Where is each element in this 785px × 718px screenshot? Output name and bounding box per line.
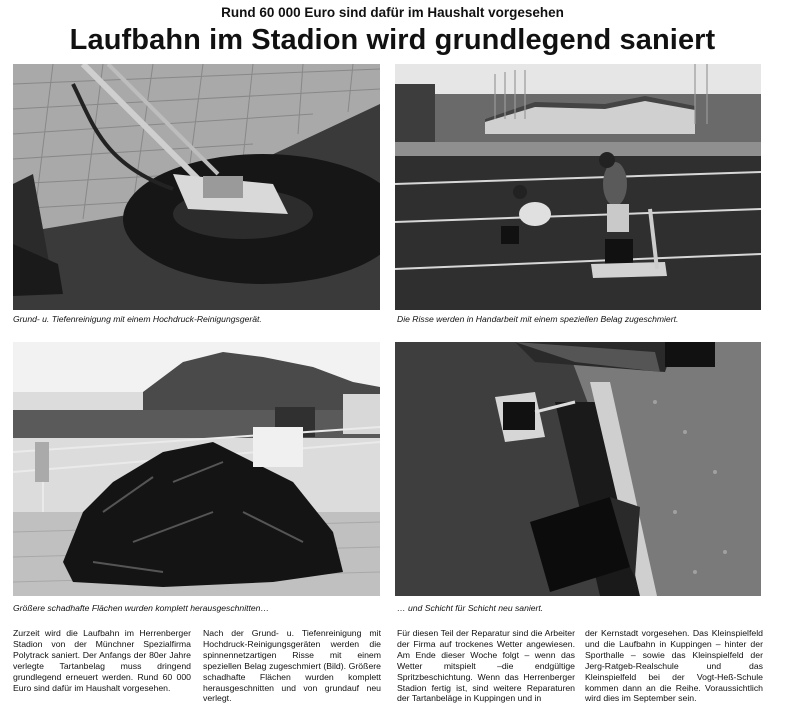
photo-removed-surface bbox=[13, 342, 380, 596]
caption-photo-4: … und Schicht für Schicht neu saniert. bbox=[397, 603, 544, 613]
headline: Laufbahn im Stadion wird grundlegend saniert bbox=[69, 24, 716, 56]
article-column-1: Zurzeit wird die Laufbahn im Herrenberger Stadion von der Münchner Spezialfirma Polytrack saniert. Der Anfangs der 80er Jahre verlegte Tartanbelag muss dringend grundlegend erneuert werden. Rund 60 000 Euro sind dafür im Haushalt vorgesehen. bbox=[13, 628, 191, 693]
article-column-4: der Kernstadt vorgesehen. Das Kleinspielfeld und die Laufbahn in Kuppingen – hinter der Sporthalle – sowie das Kleinspielfeld der Jerg-Ratgeb-Realschule und das Kleinspielfeld bei der Vogt-Heß-Schule kommen dann an die Reihe. Voraussichtlich wird dies im September sein. bbox=[585, 628, 763, 704]
caption-photo-2: Die Risse werden in Handarbeit mit einem speziellen Belag zugeschmiert. bbox=[397, 314, 679, 324]
photo-new-layer bbox=[395, 342, 761, 596]
article-column-2: Nach der Grund- u. Tiefenreinigung mit Hochdruck-Reinigungsgeräten werden die spinnennetzartigen Risse mit einem speziellen Belag zugeschmiert (Bild). Größere schadhafte Flächen wurden komplett herausgeschnitten und von grundauf neu verlegt. bbox=[203, 628, 381, 704]
kicker: Rund 60 000 Euro sind dafür im Haushalt vorgesehen bbox=[221, 5, 564, 20]
caption-photo-3: Größere schadhafte Flächen wurden komplett herausgeschnitten… bbox=[13, 603, 270, 613]
caption-photo-1: Grund- u. Tiefenreinigung mit einem Hochdruck-Reinigungsgerät. bbox=[13, 314, 262, 324]
article-column-3: Für diesen Teil der Reparatur sind die Arbeiter der Firma auf trockenes Wetter angewiesen. Am Ende dieser Woche folgt – wenn das Wetter mitspielt –die endgültige Spritzbeschichtung. Wenn das Herrenberger Stadion fertig ist, sind weitere Reparaturen der Tartanbeläge in Kuppingen und in bbox=[397, 628, 575, 704]
photo-pressure-cleaning bbox=[13, 64, 380, 310]
photo-crack-filling bbox=[395, 64, 761, 310]
